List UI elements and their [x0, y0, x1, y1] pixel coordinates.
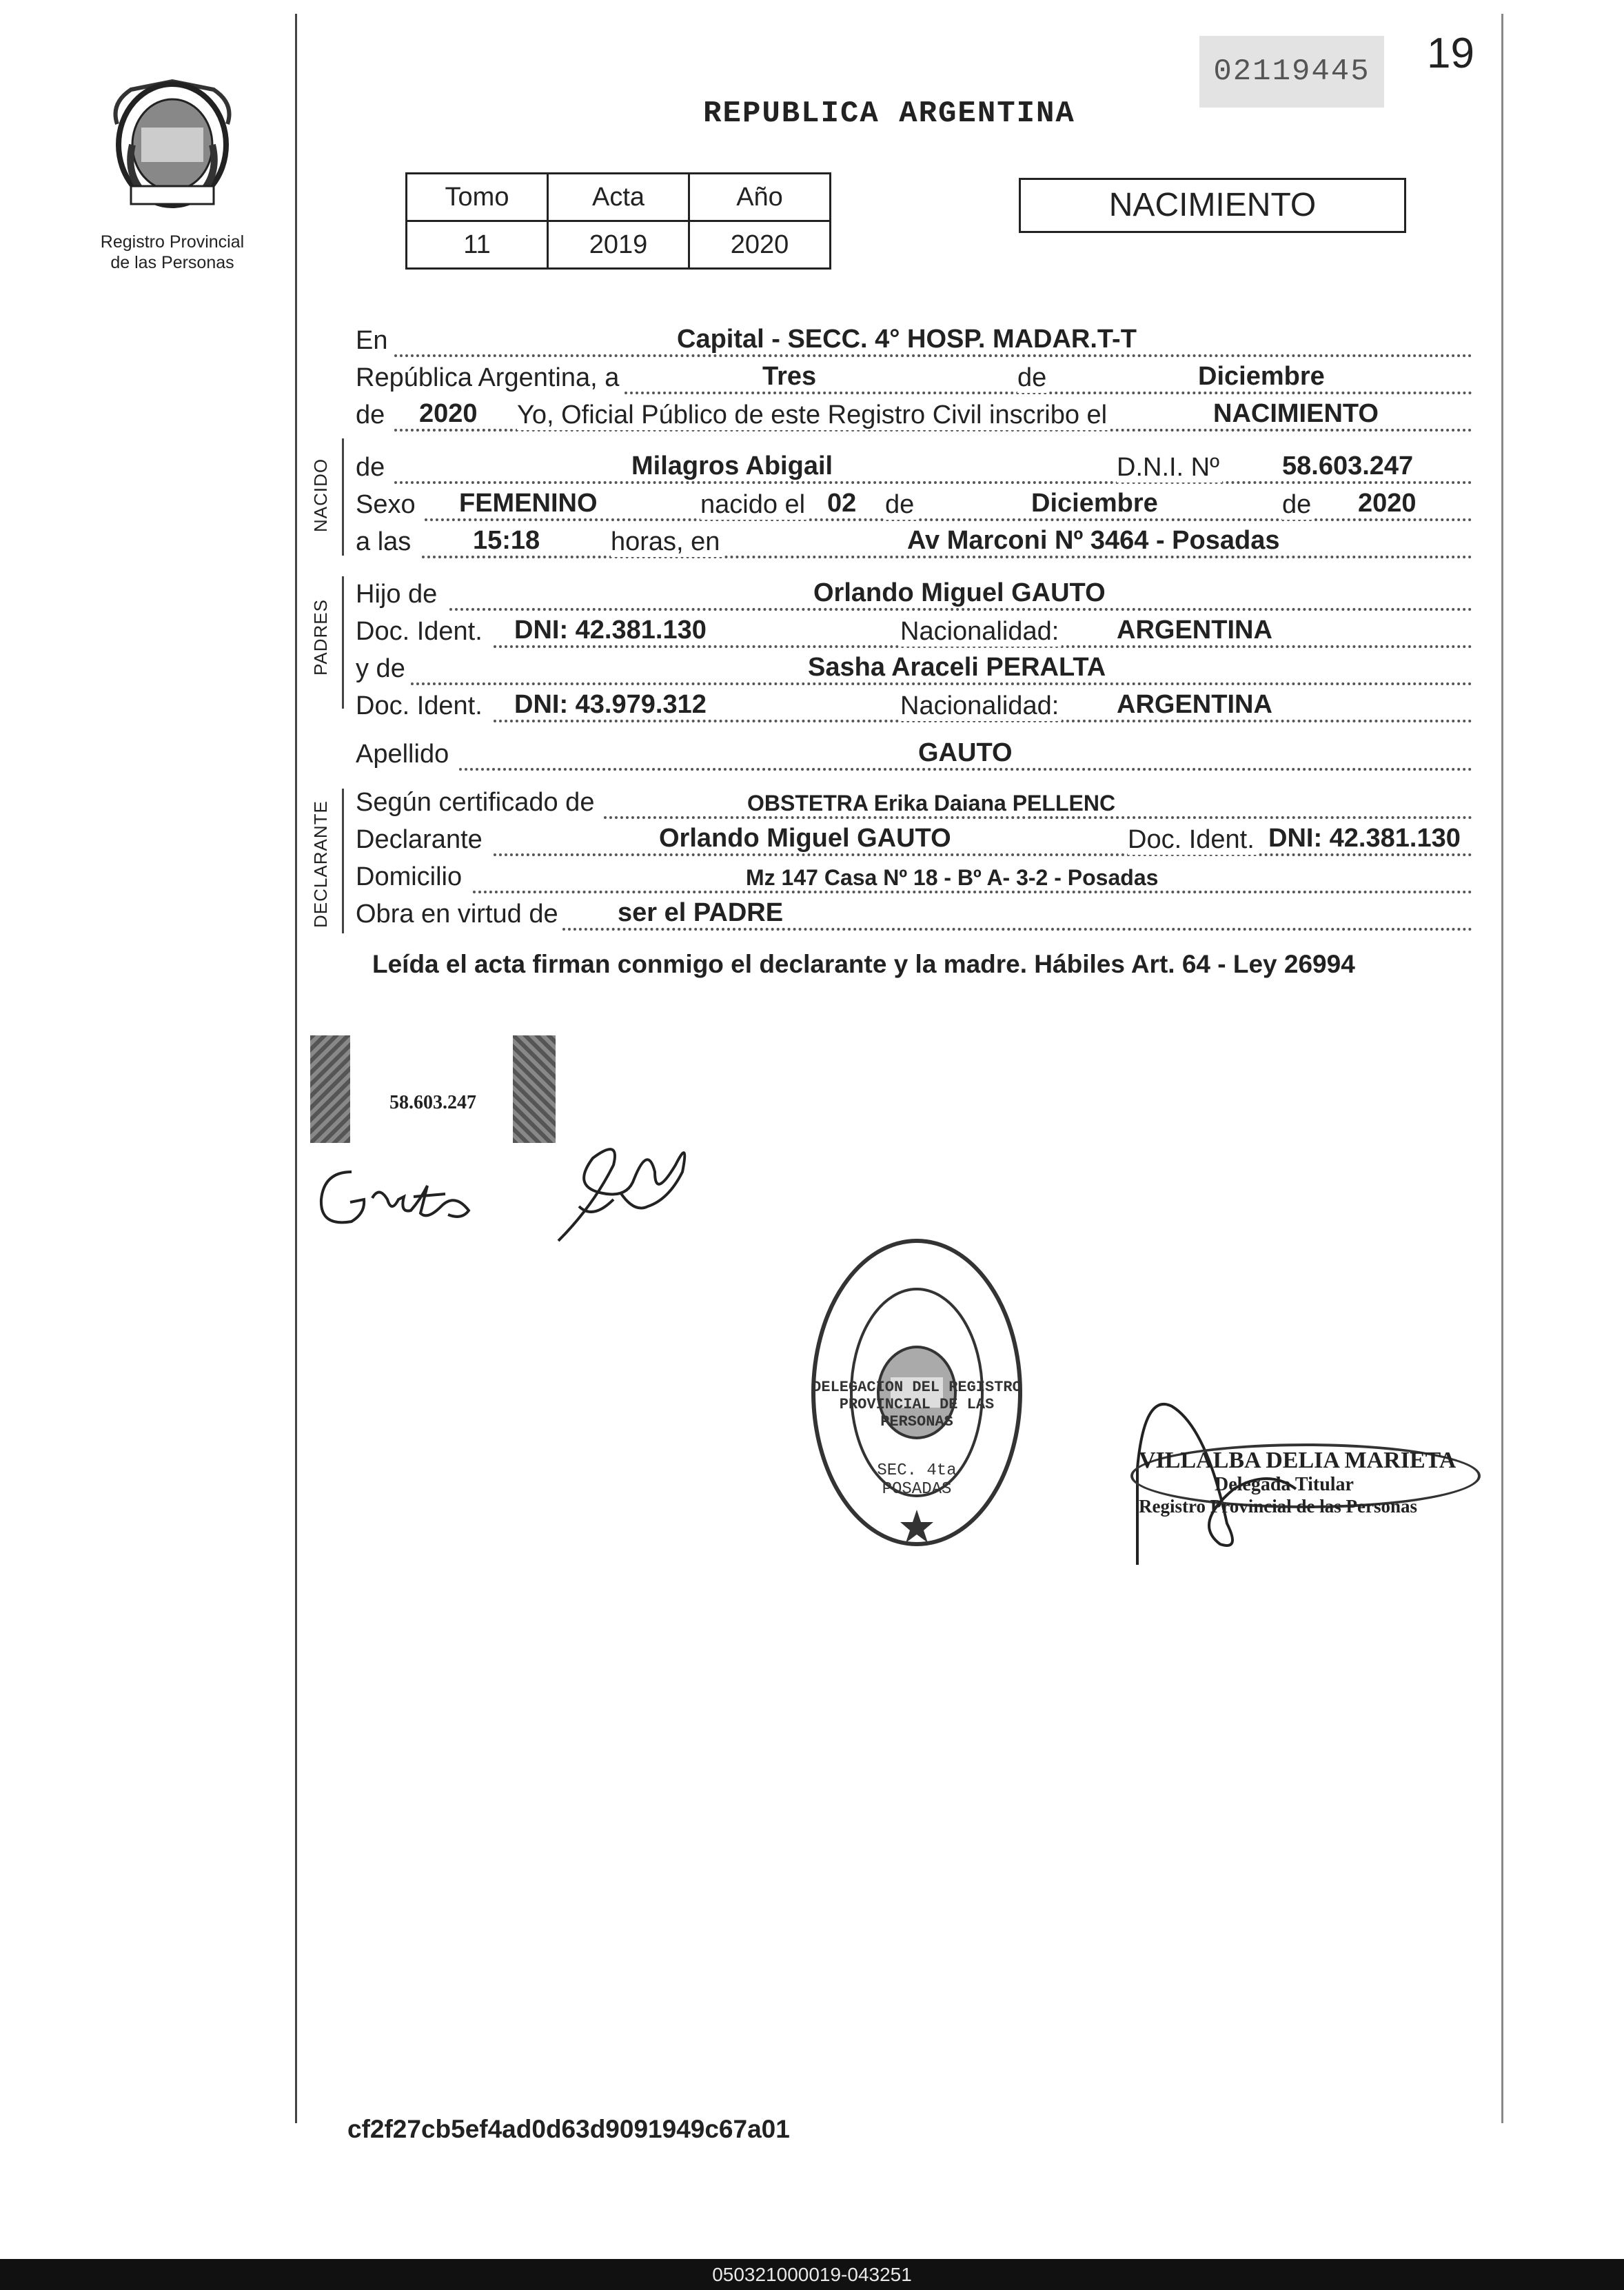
- yo-line: [356, 396, 1472, 437]
- en-line: [356, 321, 1472, 363]
- certificado-value: OBSTETRA Erika Daiana PELLENC: [747, 791, 1116, 815]
- father-nationality-value: ARGENTINA: [1117, 616, 1272, 645]
- mother-name-value: Sasha Araceli PERALTA: [808, 653, 1106, 682]
- alas-label: a las: [356, 527, 414, 557]
- de-label: de: [1017, 363, 1049, 393]
- year-value: 2020: [419, 399, 478, 428]
- country-title: REPUBLICA ARGENTINA: [703, 97, 1075, 131]
- stamp-outer-text: DELEGACION DEL REGISTRO PROVINCIAL DE LAS PERSONAS: [812, 1379, 1022, 1430]
- registry-name-line1: Registro Provincial: [100, 232, 245, 252]
- mother-signature: [551, 1124, 703, 1251]
- day-word-value: Tres: [762, 362, 817, 391]
- apellido-value: GAUTO: [918, 738, 1013, 767]
- padres-bracket: [342, 576, 344, 709]
- month-value: Diciembre: [1198, 362, 1325, 391]
- declarante-bracket: [342, 789, 344, 933]
- father-nationality-label: Nacionalidad:: [900, 617, 1062, 647]
- official-name: VILLALBA DELIA MARIETA: [1139, 1448, 1456, 1473]
- birth-day-value: 02: [827, 489, 857, 518]
- obra-value: ser el PADRE: [618, 898, 784, 927]
- obra-label: Obra en virtud de: [356, 900, 561, 929]
- registry-name: [69, 232, 276, 273]
- nacido-el-label: nacido el: [700, 490, 808, 520]
- domicilio-label: Domicilio: [356, 862, 465, 892]
- footer-code: 050321000019-043251: [712, 2264, 912, 2285]
- republica-label: República Argentina, a: [356, 363, 622, 393]
- nacido-name-line: [356, 448, 1472, 489]
- right-margin-line: [1501, 14, 1503, 2123]
- padres-section-label: PADRES: [310, 599, 331, 676]
- nacido-bracket: [342, 438, 344, 556]
- nacido-section-label: NACIDO: [310, 458, 331, 532]
- mother-doc-line: [356, 687, 1472, 728]
- domicilio-line: [356, 858, 1472, 899]
- horas-label: horas, en: [611, 527, 722, 557]
- official-stamp-text: [1139, 1448, 1483, 1517]
- serial-number-stamp: 02119445: [1199, 36, 1384, 108]
- declarante-doc-value: DNI: 42.381.130: [1268, 824, 1461, 853]
- apellido-label: Apellido: [356, 740, 451, 769]
- apellido-line: [356, 735, 1472, 776]
- fingerprint-label: 58.603.247: [389, 1092, 476, 1113]
- registry-name-line2: de las Personas: [110, 253, 234, 272]
- en-label: En: [356, 326, 390, 356]
- official-role: Delegada Titular: [1215, 1474, 1354, 1495]
- declarante-line: [356, 820, 1472, 862]
- page-number: 19: [1427, 30, 1474, 77]
- acta-header: Acta: [548, 174, 689, 221]
- fingerprint-box: [310, 1035, 556, 1143]
- event-value: NACIMIENTO: [1213, 399, 1379, 428]
- sexo-label: Sexo: [356, 490, 418, 520]
- nacido-de-label-2: de: [885, 490, 917, 520]
- tomo-value: 11: [407, 221, 548, 269]
- closing-statement: Leída el acta firman conmigo el declarante y la madre. Hábiles Art. 64 - Ley 26994: [372, 950, 1355, 978]
- anio-header: Año: [689, 174, 831, 221]
- dni-label: D.N.I. Nº: [1117, 453, 1222, 483]
- fingerprint-right-bar: [513, 1035, 556, 1143]
- birth-month-value: Diciembre: [1031, 489, 1158, 518]
- declarante-doc-label: Doc. Ident.: [1128, 825, 1257, 855]
- birth-time-value: 15:18: [473, 526, 540, 555]
- mother-doc-label: Doc. Ident.: [356, 691, 485, 721]
- footer-barcode-bar: [0, 2259, 1624, 2290]
- left-margin-line: [295, 14, 297, 2123]
- father-doc-label: Doc. Ident.: [356, 617, 485, 647]
- sexo-value: FEMENINO: [459, 489, 598, 518]
- mother-nationality-value: ARGENTINA: [1117, 690, 1272, 719]
- father-doc-value: DNI: 42.381.130: [514, 616, 707, 645]
- republica-line: [356, 358, 1472, 400]
- nacido-de-label-3: de: [1282, 490, 1314, 520]
- mother-nationality-label: Nacionalidad:: [900, 691, 1062, 721]
- acta-value: 2019: [548, 221, 689, 269]
- nacido-de-label: de: [356, 453, 387, 483]
- record-table: [405, 172, 831, 270]
- sexo-line: [356, 485, 1472, 527]
- child-dni-value: 58.603.247: [1282, 452, 1414, 480]
- document-type-box: NACIMIENTO: [1019, 178, 1406, 233]
- birth-place-value: Av Marconi Nº 3464 - Posadas: [907, 526, 1280, 555]
- certificado-line: [356, 783, 1472, 824]
- fingerprint-left-bar: [310, 1035, 350, 1143]
- stamp-inner-text: SEC. 4ta POSADAS: [877, 1461, 957, 1499]
- yo-text: Yo, Oficial Público de este Registro Civil inscribo el: [517, 401, 1110, 430]
- mother-doc-value: DNI: 43.979.312: [514, 690, 707, 719]
- declarante-label: Declarante: [356, 825, 485, 855]
- tomo-header: Tomo: [407, 174, 548, 221]
- en-value: Capital - SECC. 4° HOSP. MADAR.T-T: [677, 325, 1137, 354]
- domicilio-value: Mz 147 Casa Nº 18 - Bº A- 3-2 - Posadas: [746, 865, 1159, 890]
- hijo-de-label: Hijo de: [356, 580, 440, 609]
- hijo-de-line: [356, 575, 1472, 616]
- registry-stamp: [806, 1234, 1027, 1551]
- obra-line: [356, 895, 1472, 936]
- y-de-line: [356, 649, 1472, 691]
- certificado-label: Según certificado de: [356, 788, 597, 818]
- official-registry: Registro Provincial de las Personas: [1139, 1496, 1417, 1517]
- year-label: de: [356, 401, 387, 430]
- father-name-value: Orlando Miguel GAUTO: [813, 578, 1106, 607]
- y-de-label: y de: [356, 654, 408, 684]
- hora-line: [356, 523, 1472, 564]
- document-hash: cf2f27cb5ef4ad0d63d9091949c67a01: [347, 2115, 790, 2143]
- child-name-value: Milagros Abigail: [631, 452, 833, 480]
- father-doc-line: [356, 612, 1472, 653]
- father-signature: [310, 1144, 489, 1237]
- anio-value: 2020: [689, 221, 831, 269]
- birth-year-value: 2020: [1358, 489, 1417, 518]
- declarante-value: Orlando Miguel GAUTO: [659, 824, 951, 853]
- declarante-section-label: DECLARANTE: [310, 800, 331, 928]
